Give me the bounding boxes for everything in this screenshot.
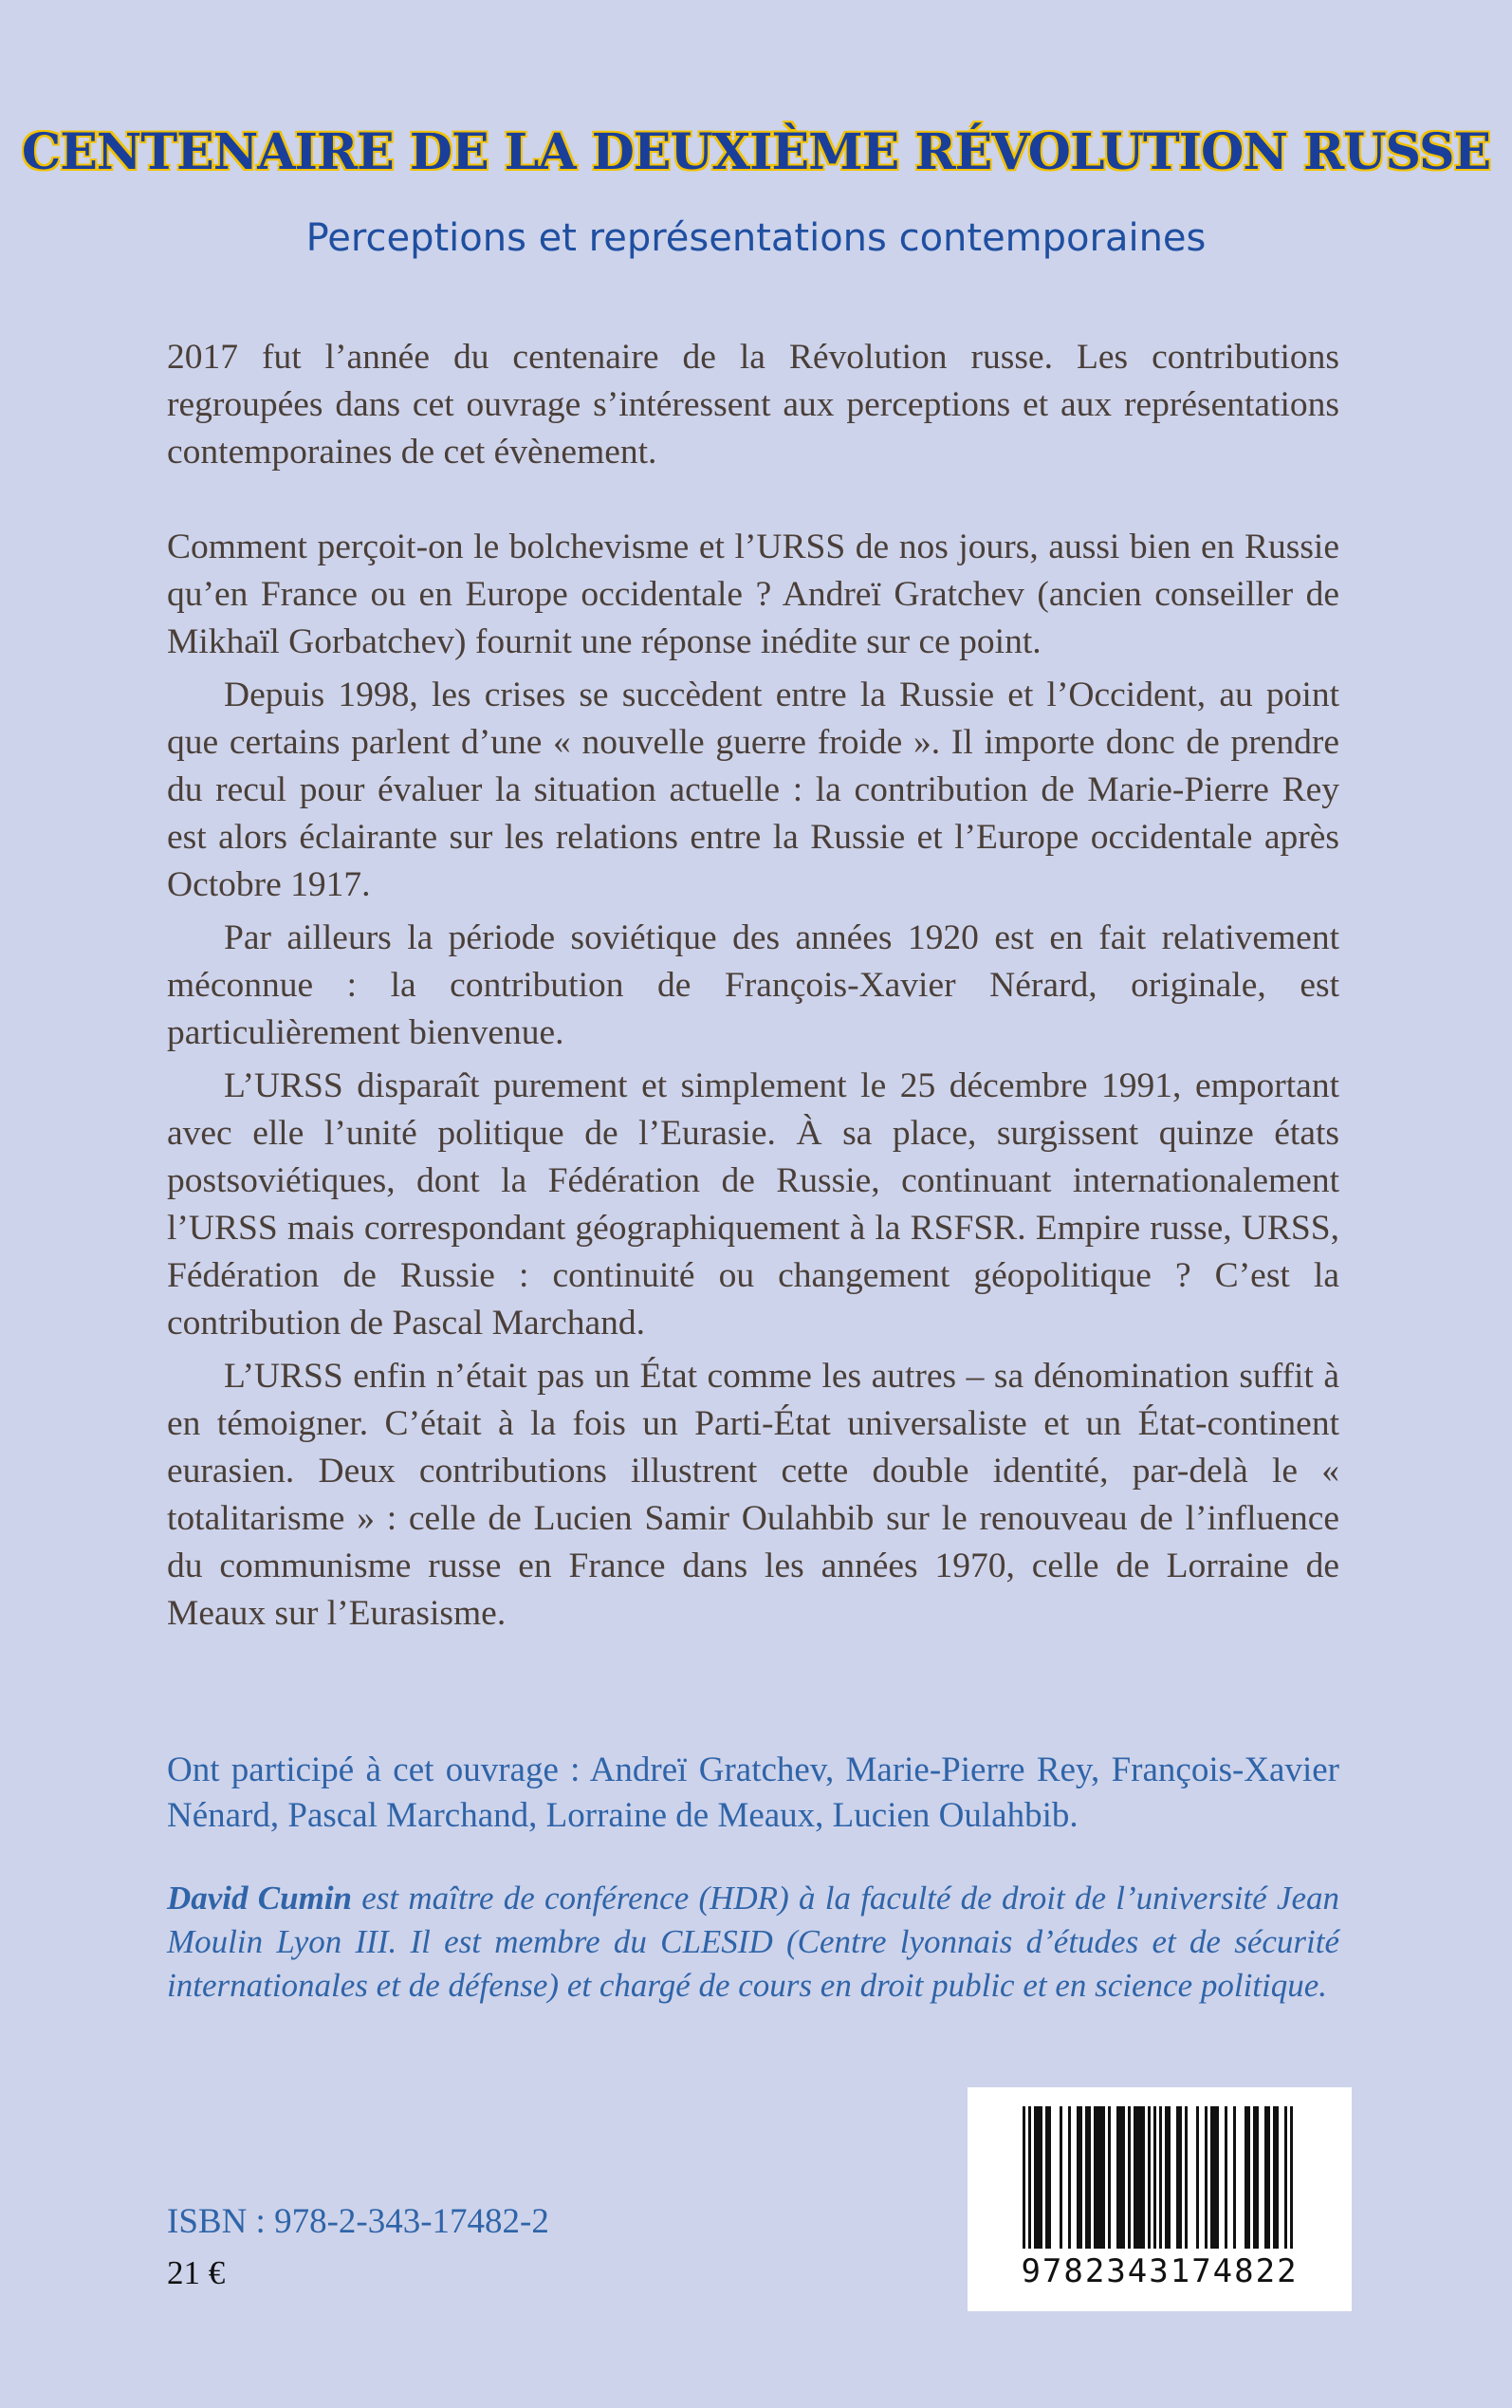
author-bio-text: est maître de conférence (HDR) à la faculté de droit de l’université Jean Moulin Lyon III. Il est membre du CLESID (Centre lyonnais d’études et de sécurité internationales et de défense) et chargé de cours en droit public et en science politique. [167, 1880, 1339, 2004]
paragraph: L’URSS enfin n’était pas un État comme les autres – sa dénomination suffit à en témoigner. C’était à la fois un Parti-État universaliste et un État-continent eurasien. Deux contributions illustrent cette double identité, par-delà le « totalitarisme » : celle de Lucien Samir Oulahbib sur le renouveau de l’influence du communisme russe en France dans les années 1970, celle de Lorraine de Meaux sur l’Eurasisme. [167, 1357, 1339, 1633]
participants-list: Ont participé à cet ouvrage : Andreï Gratchev, Marie-Pierre Rey, François-Xavier Nénard, Pascal Marchand, Lorraine de Meaux, Lucien Oulahbib. [167, 1750, 1339, 1835]
barcode-bar [1213, 2106, 1216, 2249]
paragraph: Comment perçoit-on le bolchevisme et l’URSS de nos jours, aussi bien en Russie qu’en France ou en Europe occidentale ? Andreï Gratchev (ancien conseiller de Mikhaïl Gorbatchev) fournit une réponse inédite sur ce point. [167, 528, 1339, 661]
author-name: David Cumin [167, 1880, 353, 1917]
barcode-bar [1094, 2106, 1097, 2249]
barcode-bar [1097, 2106, 1099, 2249]
barcode-bar [1102, 2106, 1105, 2249]
barcode-bar [1247, 2106, 1250, 2249]
barcode-bar [1088, 2106, 1091, 2249]
barcode-bar [1128, 2106, 1131, 2249]
barcode-bar [1048, 2106, 1051, 2249]
author-bio [167, 1877, 1339, 2008]
barcode-bar [1233, 2106, 1236, 2249]
barcode-bar [1085, 2106, 1088, 2249]
isbn: ISBN : 978-2-343-17482-2 [167, 2202, 549, 2241]
cover-subtitle: Perceptions et représentations contemporaines [305, 216, 1207, 260]
barcode-bar [1179, 2106, 1182, 2249]
barcode-bar [1045, 2106, 1048, 2249]
barcode-bar [1264, 2106, 1267, 2249]
barcode-bar [1077, 2106, 1079, 2249]
barcode-bar [1034, 2106, 1037, 2249]
barcode-bar [1225, 2106, 1227, 2249]
barcode-bar [1196, 2106, 1199, 2249]
barcode-bar [1267, 2106, 1270, 2249]
back-cover-text [167, 334, 1339, 1638]
barcode-bar [1099, 2106, 1102, 2249]
paragraph: Depuis 1998, les crises se succèdent entre la Russie et l’Occident, au point que certains parlent d’une « nouvelle guerre froide ». Il importe donc de prendre du recul pour évaluer la situation actuelle : la contribution de Marie-Pierre Rey est alors éclairante sur les relations entre la Russie et l’Europe occidentale après Octobre 1917. [167, 676, 1339, 904]
barcode-bar [1119, 2106, 1122, 2249]
barcode-bar [1142, 2106, 1145, 2249]
barcode-bar [1245, 2106, 1247, 2249]
barcode-bar [1060, 2106, 1062, 2249]
barcode-bar [1079, 2106, 1082, 2249]
barcode [968, 2087, 1352, 2311]
barcode-bar [1168, 2106, 1171, 2249]
barcode-bar [1023, 2106, 1025, 2249]
cover-title: CENTENAIRE DE LA DEUXIÈME RÉVOLUTION RUSSE [21, 123, 1491, 181]
barcode-bar [1159, 2106, 1162, 2249]
barcode-bar [1028, 2106, 1031, 2249]
barcode-bar [1148, 2106, 1151, 2249]
paragraph-intro: 2017 fut l’année du centenaire de la Révolution russe. Les contributions regroupées dans cet ouvrage s’intéressent aux perceptions et aux représentations contemporaines de cet évènement. [167, 338, 1339, 472]
barcode-bar [1284, 2106, 1287, 2249]
barcode-bar [1122, 2106, 1125, 2249]
barcode-bar [1273, 2106, 1276, 2249]
barcode-bar [1134, 2106, 1136, 2249]
barcode-bar [1256, 2106, 1259, 2249]
barcode-number: 9782343174822 [1021, 2252, 1299, 2290]
barcode-bar [1216, 2106, 1219, 2249]
barcode-bar [1290, 2106, 1293, 2249]
barcode-bar [1210, 2106, 1213, 2249]
barcode-bar [1276, 2106, 1279, 2249]
barcode-bar [1185, 2106, 1188, 2249]
barcode-bar [1253, 2106, 1256, 2249]
barcode-bar [1205, 2106, 1208, 2249]
barcode-bar [1136, 2106, 1139, 2249]
barcode-bar [1139, 2106, 1142, 2249]
barcode-bar [1037, 2106, 1040, 2249]
price: 21 € [167, 2254, 226, 2291]
barcode-bar [1116, 2106, 1119, 2249]
barcode-bar [1176, 2106, 1179, 2249]
paragraph: Par ailleurs la période soviétique des années 1920 est en fait relativement méconnue : la contribution de François-Xavier Nérard, originale, est particulièrement bienvenue. [167, 918, 1339, 1052]
barcode-bar [1153, 2106, 1156, 2249]
paragraph: L’URSS disparaît purement et simplement le 25 décembre 1991, emportant avec elle l’unité politique de l’Eurasie. À sa place, surgissent quinze états postsoviétiques, dont la Fédération de Russie, continuant internationalement l’URSS mais correspondant géographiquement à la RSFSR. Empire russe, URSS, Fédération de Russie : continuité ou changement géopolitique ? C’est la contribution de Pascal Marchand. [167, 1066, 1339, 1343]
barcode-bar [1108, 2106, 1111, 2249]
barcode-bar [1068, 2106, 1071, 2249]
barcode-bar [1165, 2106, 1168, 2249]
barcode-bar [1040, 2106, 1042, 2249]
